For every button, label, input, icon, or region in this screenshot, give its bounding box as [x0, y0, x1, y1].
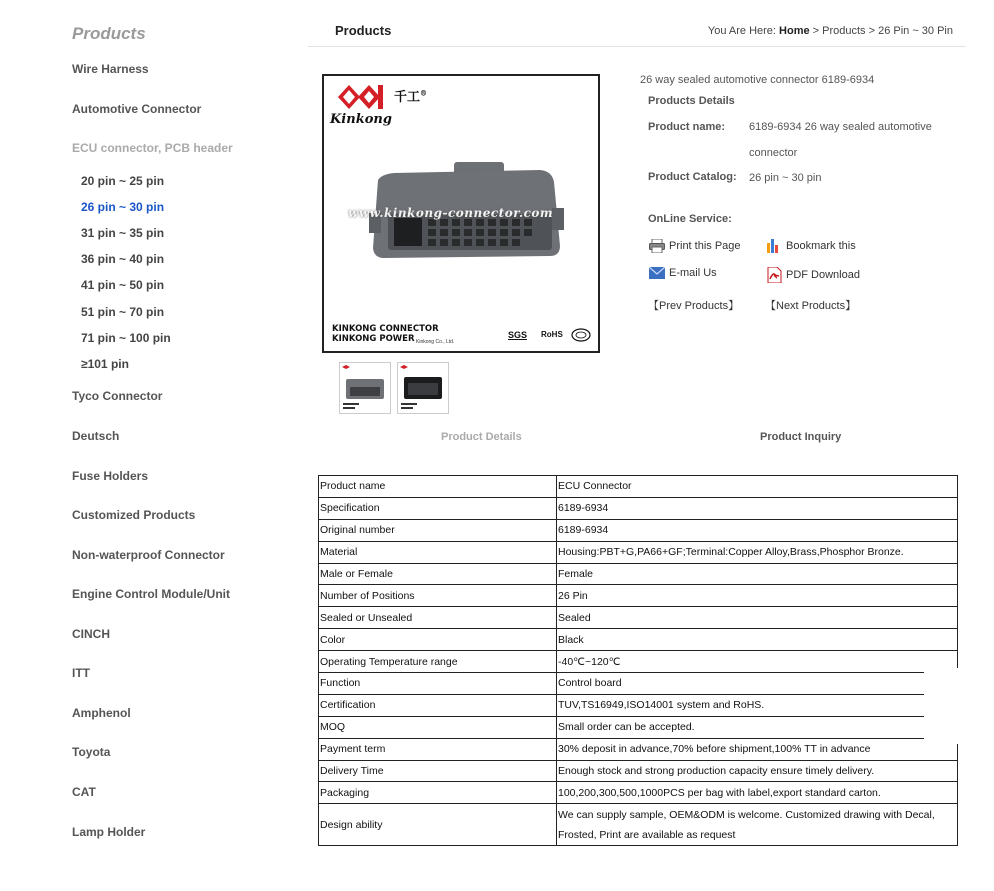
spec-value: Housing:PBT+G,PA66+GF;Terminal:Copper Alloy,Brass,Phosphor Bronze.: [557, 541, 958, 563]
tab-product-details[interactable]: Product Details: [441, 431, 522, 443]
table-row: [319, 716, 958, 738]
image-company-text: Kinkong Co., Ltd.: [416, 339, 455, 345]
prev-products-link[interactable]: 【Prev Products】: [648, 300, 740, 312]
spec-key: Function: [319, 673, 557, 695]
tab-product-inquiry[interactable]: Product Inquiry: [760, 431, 842, 443]
sgs-cert-label: SGS: [508, 330, 528, 340]
spec-key: MOQ: [319, 716, 557, 738]
bookmark-label: Bookmark this: [786, 240, 856, 252]
spec-key: Product name: [319, 476, 557, 498]
spec-key: Number of Positions: [319, 585, 557, 607]
sidebar-item-tyco[interactable]: Tyco Connector: [72, 389, 163, 403]
product-name-label: Product name:: [648, 121, 726, 133]
table-row: [319, 541, 958, 563]
kinkong-logo-icon: [334, 82, 392, 112]
spec-key: Certification: [319, 694, 557, 716]
table-row: [319, 563, 958, 585]
overlay-mask: [924, 668, 964, 744]
spec-value: 26 Pin: [557, 585, 958, 607]
table-row: [319, 476, 958, 498]
sidebar-item-cat[interactable]: CAT: [72, 785, 96, 799]
spec-key: Packaging: [319, 782, 557, 804]
sidebar-subitem-51-70[interactable]: 51 pin ~ 70 pin: [81, 305, 165, 319]
pdf-download-link[interactable]: [767, 267, 860, 283]
product-main-image[interactable]: [322, 74, 600, 353]
spec-value: Female: [557, 563, 958, 585]
table-row: [319, 782, 958, 804]
breadcrumb: [708, 25, 953, 37]
table-row: [319, 673, 958, 695]
product-catalog-value[interactable]: 26 pin ~ 30 pin: [749, 172, 822, 184]
breadcrumb-prefix: You Are Here:: [707, 25, 780, 37]
sidebar-item-customized-products[interactable]: Customized Products: [72, 508, 196, 522]
sidebar-item-amphenol[interactable]: Amphenol: [72, 706, 131, 720]
spec-key: Material: [319, 541, 557, 563]
thumbnail-2[interactable]: [397, 362, 449, 414]
product-catalog-label: Product Catalog:: [648, 171, 737, 183]
spec-key: Color: [319, 629, 557, 651]
table-row: [319, 607, 958, 629]
sidebar-item-automotive-connector[interactable]: Automotive Connector: [72, 102, 202, 116]
sidebar-item-wire-harness[interactable]: Wire Harness: [72, 62, 149, 76]
spec-value: 30% deposit in advance,70% before shipment,100% TT in advance: [557, 738, 958, 760]
sidebar-item-toyota[interactable]: Toyota: [72, 745, 111, 759]
sidebar-subitem-31-35[interactable]: 31 pin ~ 35 pin: [81, 226, 165, 240]
table-row: [319, 497, 958, 519]
table-row: [319, 738, 958, 760]
sidebar-subitem-26-30[interactable]: 26 pin ~ 30 pin: [81, 200, 165, 214]
sidebar-subitem-101-plus[interactable]: ≥101 pin: [81, 357, 129, 371]
thumbnail-1-picture: [340, 363, 390, 413]
print-page-link[interactable]: [649, 239, 741, 253]
next-products-link[interactable]: 【Next Products】: [765, 300, 857, 312]
spec-table: [318, 475, 958, 846]
spec-value: 6189-6934: [557, 519, 958, 541]
breadcrumb-home[interactable]: Home: [779, 25, 810, 37]
spec-value: Control board: [557, 673, 958, 695]
sidebar-subitem-36-40[interactable]: 36 pin ~ 40 pin: [81, 252, 165, 266]
sidebar-item-lamp-holder[interactable]: Lamp Holder: [72, 825, 146, 839]
sidebar-subitem-20-25[interactable]: 20 pin ~ 25 pin: [81, 174, 165, 188]
email-icon: [649, 267, 665, 279]
spec-value: 6189-6934: [557, 497, 958, 519]
sidebar-item-ecu-connector[interactable]: ECU connector, PCB header: [72, 141, 233, 155]
spec-key: Delivery Time: [319, 760, 557, 782]
table-row: [319, 519, 958, 541]
sidebar-item-non-waterproof[interactable]: Non-waterproof Connector: [72, 548, 225, 562]
details-heading: Products Details: [648, 95, 735, 107]
spec-value: Enough stock and strong production capacity ensure timely delivery.: [557, 760, 958, 782]
sidebar: [0, 0, 300, 891]
product-caption: 26 way sealed automotive connector 6189-6934: [640, 74, 875, 86]
thumbnail-1[interactable]: [339, 362, 391, 414]
sidebar-item-engine-control[interactable]: Engine Control Module/Unit: [72, 587, 230, 601]
spec-key: Original number: [319, 519, 557, 541]
email-us-link[interactable]: [649, 267, 717, 279]
sidebar-item-cinch[interactable]: CINCH: [72, 627, 110, 641]
table-row: [319, 804, 958, 846]
sidebar-title: Products: [72, 24, 146, 43]
header-divider: [308, 46, 966, 47]
online-service-label: OnLine Service:: [648, 213, 732, 225]
sidebar-subitem-71-100[interactable]: 71 pin ~ 100 pin: [81, 331, 171, 345]
thumbnail-2-picture: [398, 363, 448, 413]
bookmark-bars-icon: [767, 239, 782, 253]
spec-value: -40℃~120℃: [557, 651, 958, 673]
spec-value: Black: [557, 629, 958, 651]
table-row: [319, 760, 958, 782]
spec-value: Sealed: [557, 607, 958, 629]
print-page-label: Print this Page: [669, 240, 741, 252]
spec-value: TUV,TS16949,ISO14001 system and RoHS.: [557, 694, 958, 716]
sidebar-subitem-41-50[interactable]: 41 pin ~ 50 pin: [81, 278, 165, 292]
spec-key: Male or Female: [319, 563, 557, 585]
sidebar-item-deutsch[interactable]: Deutsch: [72, 429, 120, 443]
spec-key: Sealed or Unsealed: [319, 607, 557, 629]
printer-icon: [649, 239, 665, 253]
image-brand-text: KINKONG CONNECTOR KINKONG POWER: [332, 324, 439, 344]
bookmark-link[interactable]: [767, 239, 856, 253]
spec-key: Operating Temperature range: [319, 651, 557, 673]
spec-key: Design ability: [319, 804, 557, 846]
spec-value: ECU Connector: [557, 476, 958, 498]
page-title: Products: [335, 23, 392, 38]
pdf-icon: [767, 267, 782, 283]
spec-value: Small order can be accepted.: [557, 716, 958, 738]
table-row: [319, 585, 958, 607]
image-watermark: www.kinkong-connector.com: [348, 206, 554, 220]
quality-seal-icon: [571, 328, 591, 342]
email-us-label: E-mail Us: [669, 267, 717, 279]
breadcrumb-path[interactable]: > Products > 26 Pin ~ 30 Pin: [809, 25, 953, 37]
spec-value: 100,200,300,500,1000PCS per bag with label,export standard carton.: [557, 782, 958, 804]
spec-key: Specification: [319, 497, 557, 519]
sidebar-item-itt[interactable]: ITT: [72, 666, 90, 680]
pdf-download-label: PDF Download: [786, 269, 860, 281]
product-name-value: 6189-6934 26 way sealed automotive connector: [749, 121, 932, 159]
spec-key: Payment term: [319, 738, 557, 760]
spec-value: We can supply sample, OEM&ODM is welcome. Customized drawing with Decal, Frosted, Print are available as request: [557, 804, 958, 846]
logo-script-text: Kinkong: [330, 112, 392, 127]
table-row: [319, 694, 958, 716]
rohs-cert-label: RoHS: [541, 330, 563, 339]
sidebar-item-fuse-holders[interactable]: Fuse Holders: [72, 469, 149, 483]
table-row: [319, 651, 958, 673]
table-row: [319, 629, 958, 651]
logo-chinese-text: 千工®: [394, 88, 428, 105]
